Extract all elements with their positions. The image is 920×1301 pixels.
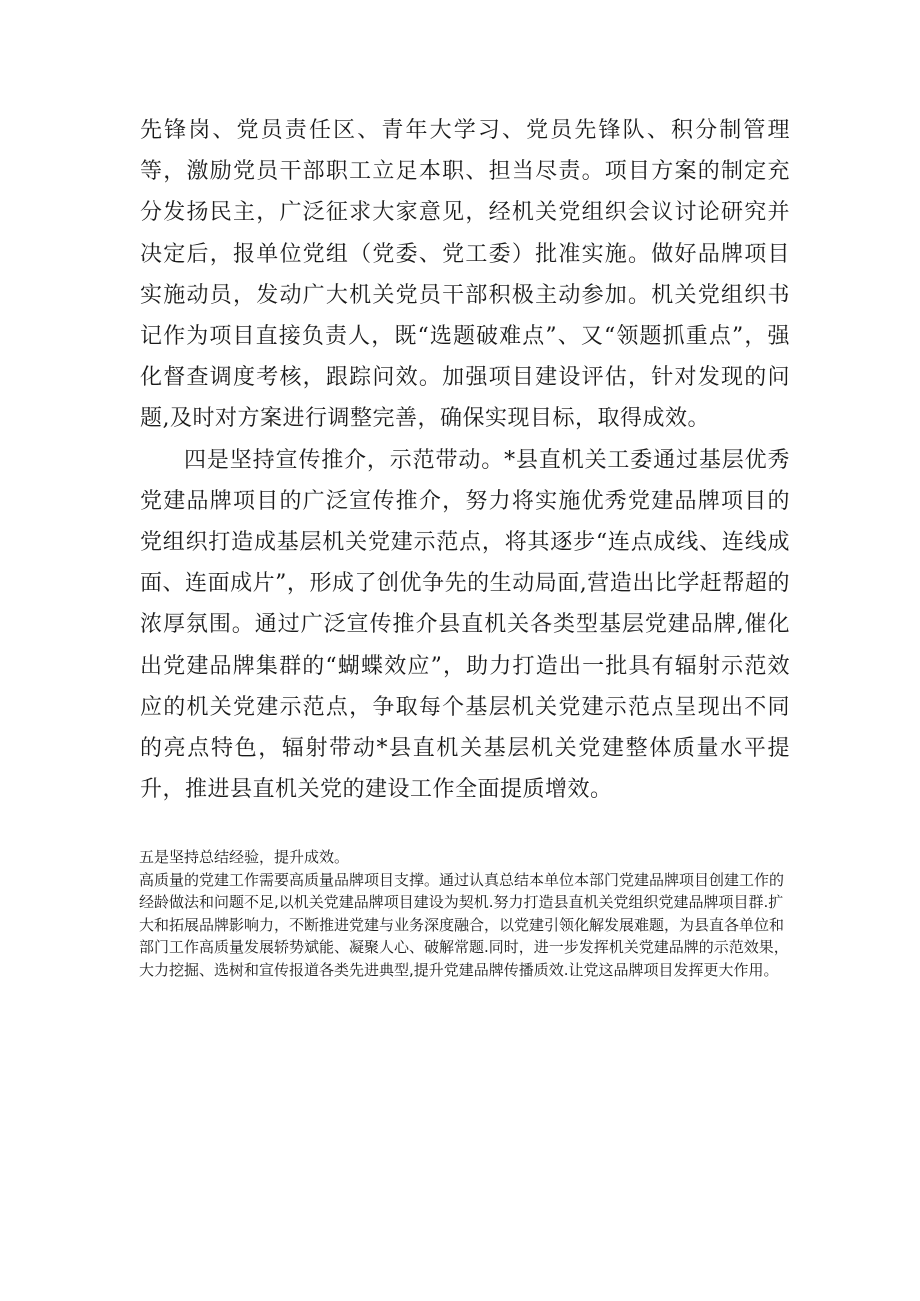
- main-body-text: [140, 110, 790, 810]
- summary-section: [139, 846, 791, 981]
- section-heading-five: 五是坚持总结经验，提升成效。: [139, 848, 350, 866]
- paragraph-summary: 高质量的党建工作需要高质量品牌项目支撑。通过认真总结本单位本部门党建品牌项目创建工作的经龄做法和问题不足,以机关党建品牌项目建设为契机.努力打造县直机关党组织党建品牌项目群.扩大和拓展品牌影响力，不断推进党建与业务深度融合，以党建引领化解发展难题，为县直各单位和部门工作高质量发展轿势斌能、凝聚人心、破解常题.同时，进一步发挥机关党建品牌的示范效果，大力挖掘、选树和宣传报道各类先进典型,提升党建品牌传播质效.让党这品牌项目发挥更大作用。: [139, 870, 789, 979]
- paragraph-publicity: 四是坚持宣传推介，示范带动。*县直机关工委通过基层优秀党建品牌项目的广泛宣传推介，努力将实施优秀党建品牌项目的党组织打造成基层机关党建示范点，将其逐步“连点成线、连线成面、连面成片”，形成了创优争先的生动局面,营造出比学赶帮超的浓厚氛围。通过广泛宣传推介县直机关各类型基层党建品牌,催化出党建品牌集群的“蝴蝶效应”，助力打造出一批具有辐射示范效应的机关党建示范点，争取每个基层机关党建示范点呈现出不同的亮点特色，辐射带动*县直机关基层机关党建整体质量水平提升，推进县直机关党的建设工作全面提质增效。: [140, 447, 790, 803]
- paragraph-continued: 先锋岗、党员责任区、青年大学习、党员先锋队、积分制管理等，激励党员干部职工立足本职、担当尽责。项目方案的制定充分发扬民主，广泛征求大家意见，经机关党组织会议讨论研究并决定后，报单位党组（党委、党工委）批准实施。做好品牌项目实施动员，发动广大机关党员干部积极主动参加。机关党组织书记作为项目直接负责人，既“选题破难点”、又“领题抓重点”，强化督查调度考核，跟踪问效。加强项目建设评估，针对发现的问题,及时对方案进行调整完善，确保实现目标，取得成效。: [140, 118, 790, 432]
